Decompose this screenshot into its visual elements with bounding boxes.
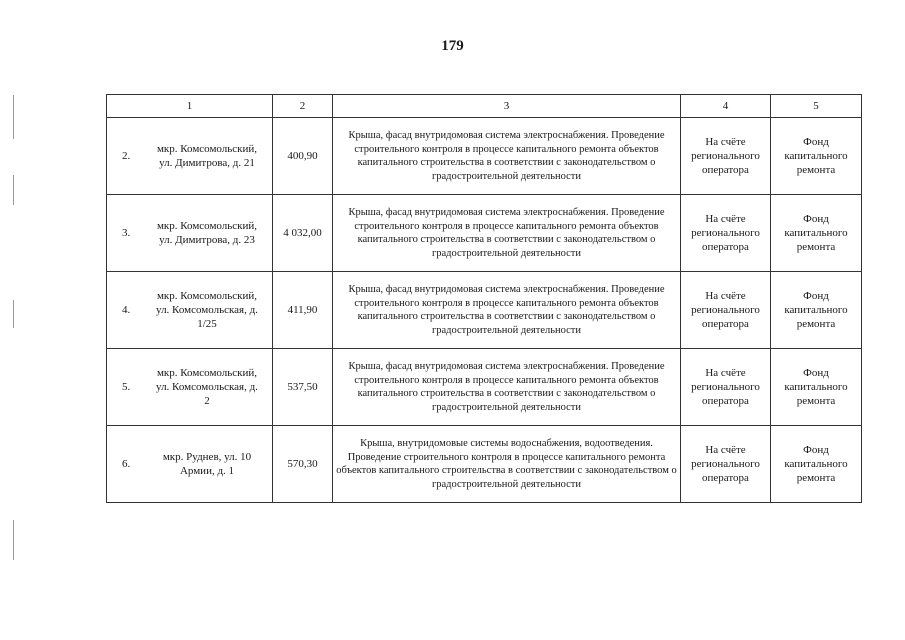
area-cell: 411,90 — [273, 272, 333, 349]
fund-cell: Фонд капитального ремонта — [771, 349, 862, 426]
table-row — [107, 118, 862, 195]
building-address: мкр. Комсомольский, ул. Комсомольская, д. 1/25 — [156, 290, 258, 330]
building-address: мкр. Комсомольский, ул. Комсомольская, д. 2 — [156, 367, 258, 407]
table-row — [107, 426, 862, 503]
building-address: мкр. Руднев, ул. 10 Армии, д. 1 — [162, 451, 252, 477]
scan-margin-mark — [13, 300, 14, 328]
row-number: 3. — [122, 227, 131, 239]
works-cell: Крыша, фасад внутридомовая система электроснабжения. Проведение строительного контроля в процессе капитального ремонта объектов капитального строительства в соответствии с законодательством о градостроительной деятельности — [333, 118, 681, 195]
scan-margin-mark — [13, 175, 14, 205]
address-cell — [107, 195, 273, 272]
account-cell: На счёте регионального оператора — [681, 426, 771, 503]
row-number: 5. — [122, 381, 131, 393]
works-table — [106, 94, 862, 503]
address-cell — [107, 118, 273, 195]
area-cell: 537,50 — [273, 349, 333, 426]
account-cell: На счёте регионального оператора — [681, 118, 771, 195]
account-cell: На счёте регионального оператора — [681, 349, 771, 426]
column-header: 3 — [333, 95, 681, 118]
address-cell — [107, 426, 273, 503]
works-cell: Крыша, фасад внутридомовая система электроснабжения. Проведение строительного контроля в процессе капитального ремонта объектов капитального строительства в соответствии с законодательством о градостроительной деятельности — [333, 349, 681, 426]
fund-cell: Фонд капитального ремонта — [771, 272, 862, 349]
page-number: 179 — [441, 38, 464, 54]
account-cell: На счёте регионального оператора — [681, 195, 771, 272]
table-row — [107, 195, 862, 272]
works-cell: Крыша, фасад внутридомовая система электроснабжения. Проведение строительного контроля в процессе капитального ремонта объектов капитального строительства в соответствии с законодательством о градостроительной деятельности — [333, 272, 681, 349]
works-cell: Крыша, внутридомовые системы водоснабжения, водоотведения. Проведение строительного контроля в процессе капитального ремонта объектов капитального строительства в соответствии с законодательством о градостроительной деятельности — [333, 426, 681, 503]
fund-cell: Фонд капитального ремонта — [771, 195, 862, 272]
column-header: 4 — [681, 95, 771, 118]
address-cell — [107, 272, 273, 349]
table-row — [107, 272, 862, 349]
building-address: мкр. Комсомольский, ул. Димитрова, д. 21 — [156, 143, 258, 169]
address-cell — [107, 349, 273, 426]
column-header: 1 — [107, 95, 273, 118]
table-header-row — [107, 95, 862, 118]
table-row — [107, 349, 862, 426]
row-number: 4. — [122, 304, 131, 316]
scan-margin-mark — [13, 520, 14, 560]
fund-cell: Фонд капитального ремонта — [771, 118, 862, 195]
column-header: 2 — [273, 95, 333, 118]
area-cell: 400,90 — [273, 118, 333, 195]
account-cell: На счёте регионального оператора — [681, 272, 771, 349]
scan-margin-mark — [13, 95, 14, 139]
row-number: 6. — [122, 458, 131, 470]
building-address: мкр. Комсомольский, ул. Димитрова, д. 23 — [156, 220, 258, 246]
column-header: 5 — [771, 95, 862, 118]
fund-cell: Фонд капитального ремонта — [771, 426, 862, 503]
area-cell: 4 032,00 — [273, 195, 333, 272]
works-cell: Крыша, фасад внутридомовая система электроснабжения. Проведение строительного контроля в процессе капитального ремонта объектов капитального строительства в соответствии с законодательством о градостроительной деятельности — [333, 195, 681, 272]
row-number: 2. — [122, 150, 131, 162]
area-cell: 570,30 — [273, 426, 333, 503]
